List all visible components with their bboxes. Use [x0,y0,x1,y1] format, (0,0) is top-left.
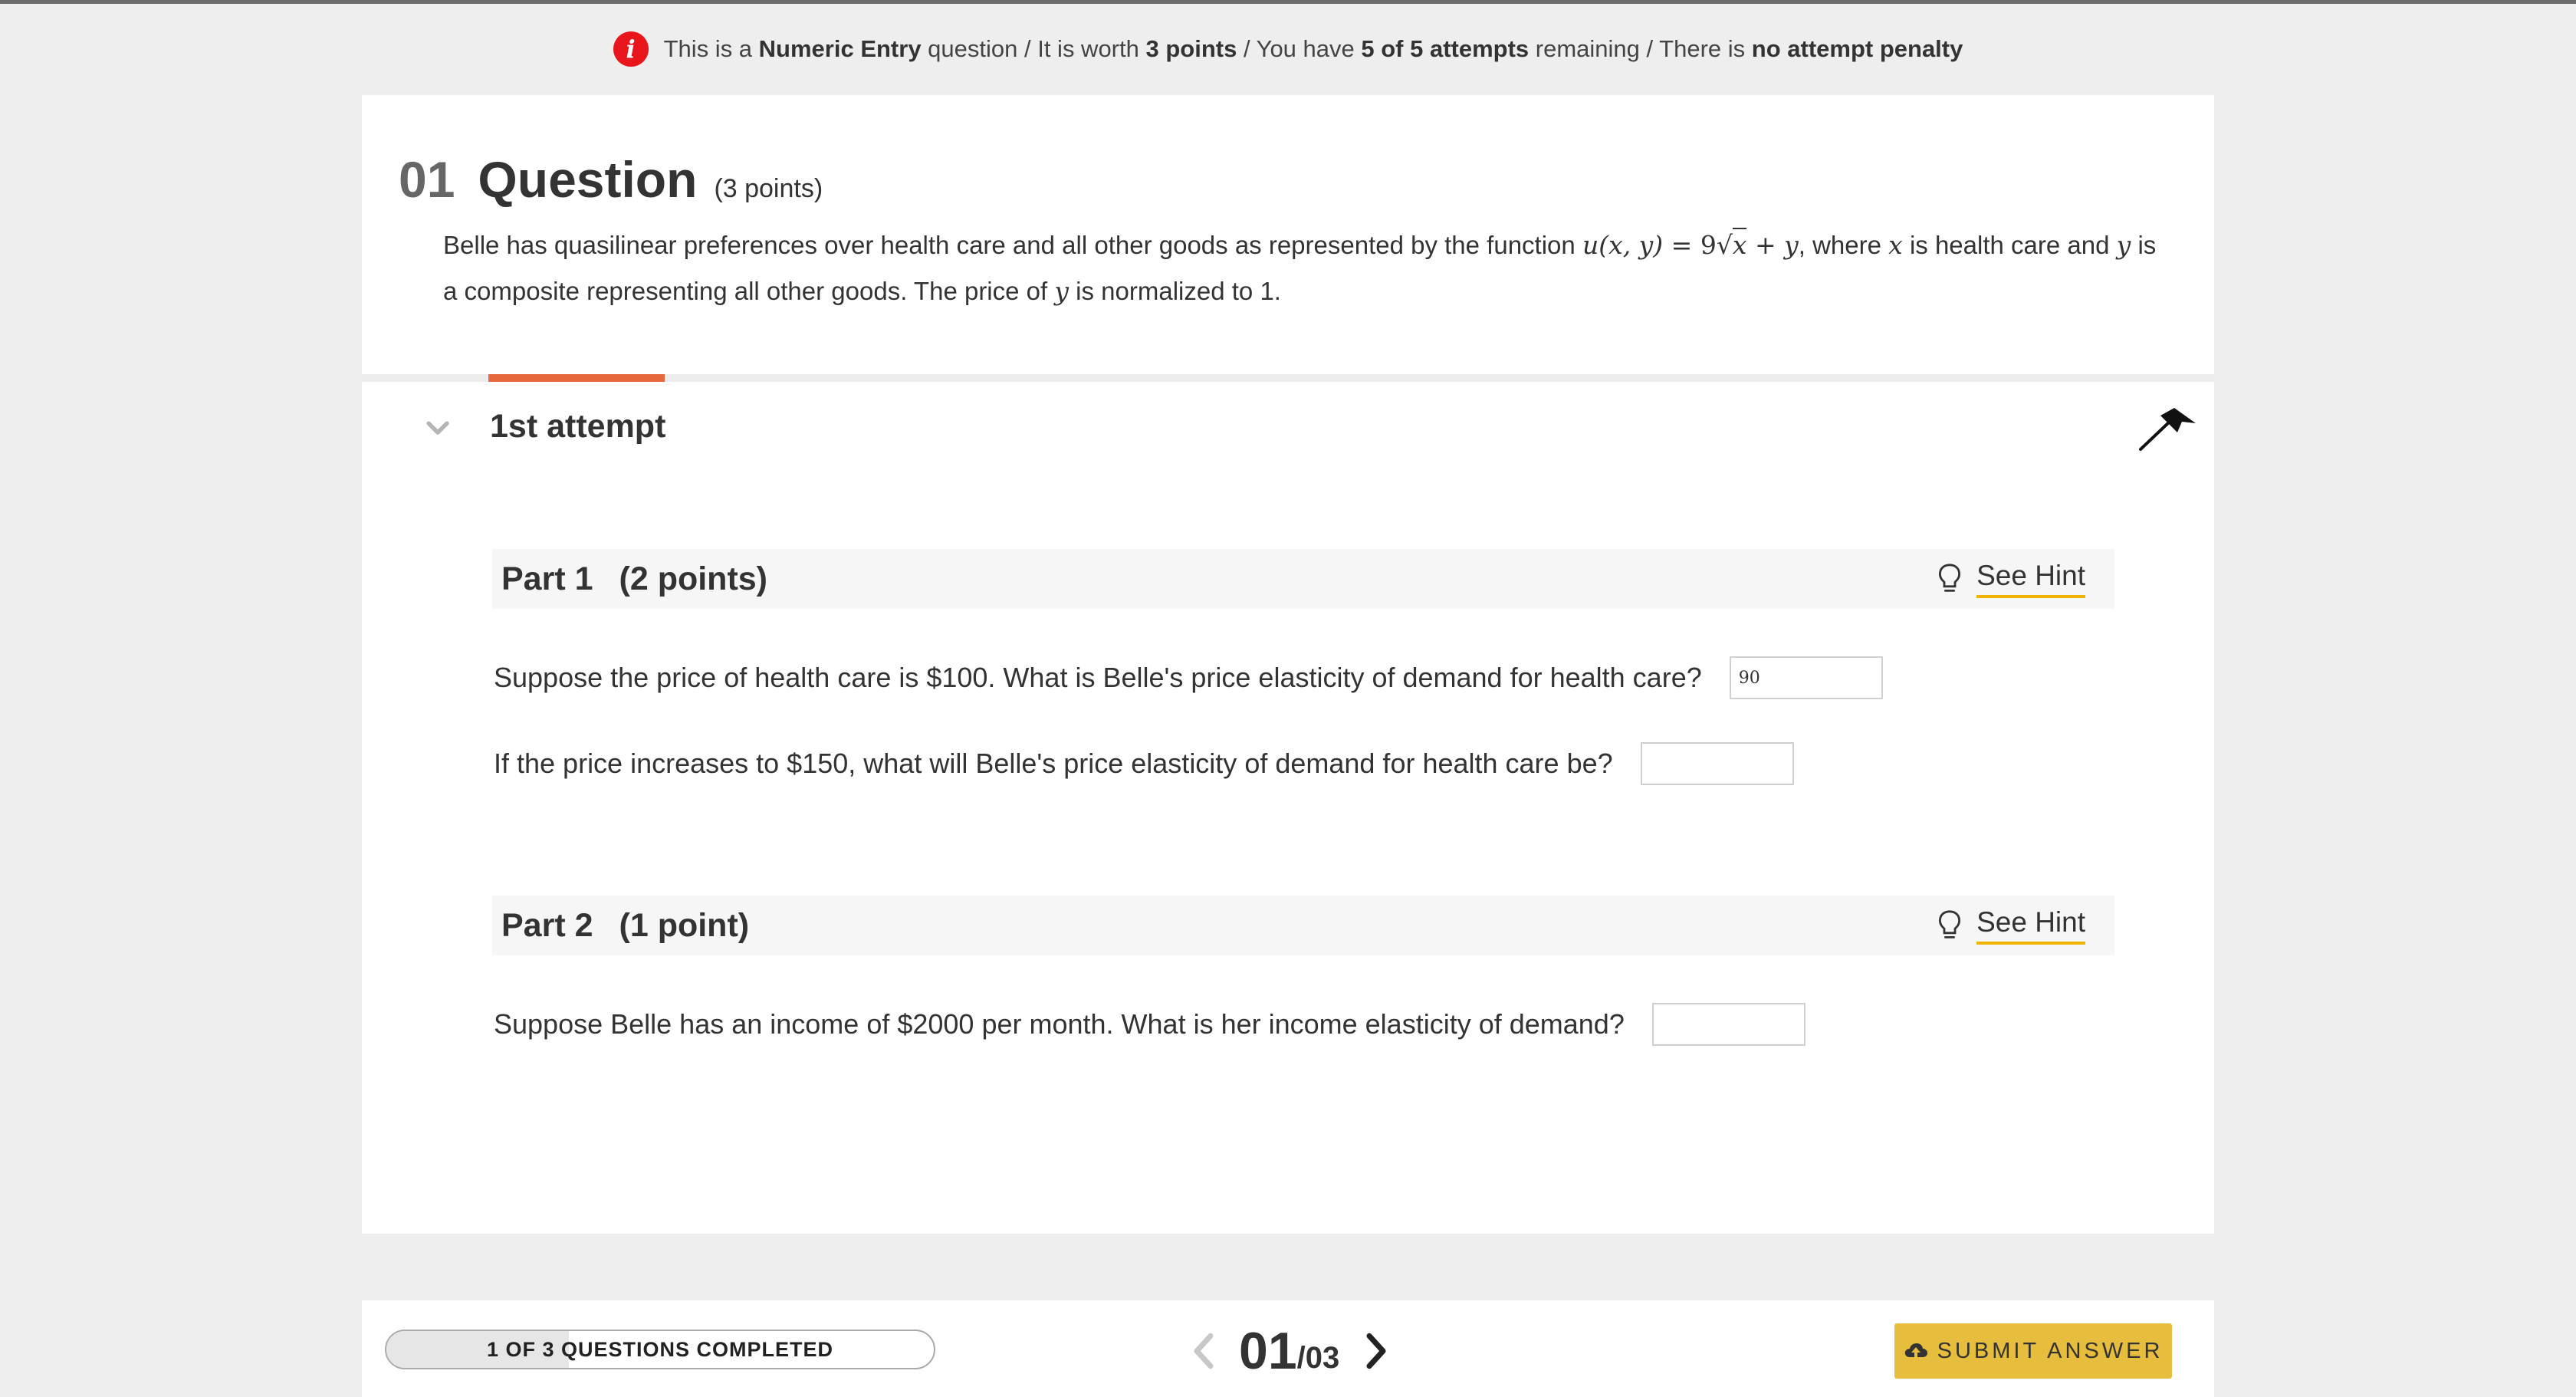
part-2-question-1 [494,1003,1806,1046]
question-footer [362,1300,2214,1397]
utility-formula: u(x, y) = 9√x + y [1582,228,1799,260]
progress-bar [385,1330,935,1369]
see-hint-link[interactable]: See Hint [1976,560,2085,598]
question-text: Suppose the price of health care is $100. What is Belle's price elasticity of demand for health care? [494,662,1702,693]
info-icon: i [613,31,649,67]
question-points: (3 points) [714,174,823,203]
chevron-right-icon[interactable] [1362,1332,1390,1370]
answer-input-3[interactable] [1652,1003,1806,1046]
lightbulb-icon [1937,563,1963,595]
attempt-tab-indicator [488,374,665,382]
lightbulb-icon [1937,909,1963,942]
submit-answer-button[interactable] [1894,1323,2172,1379]
part-1-points: (2 points) [619,560,767,597]
part-1-question-1 [494,656,1883,699]
part-1-see-hint[interactable] [1937,560,2085,598]
page-total: /03 [1296,1340,1340,1375]
answer-input-1[interactable] [1730,656,1883,699]
top-border [0,0,2576,4]
question-header [399,150,823,209]
part-1-title: Part 1 [501,560,593,597]
question-number: 01 [399,151,455,208]
part-2-see-hint[interactable] [1937,906,2085,945]
part-2-header [492,896,2114,955]
part-2-title: Part 2 [501,906,593,944]
banner-text: This is a Numeric Entry question / It is worth 3 points / You have 5 of 5 attempts remaining / There is no attempt penalty [663,35,1963,62]
chevron-left-icon[interactable] [1190,1332,1217,1370]
submit-label: SUBMIT ANSWER [1937,1338,2164,1363]
question-pager [1190,1322,1390,1380]
chevron-down-icon[interactable] [425,416,451,442]
part-1-question-2 [494,742,1794,785]
attempt-label[interactable]: 1st attempt [490,408,666,445]
question-text: Suppose Belle has an income of $2000 per month. What is her income elasticity of demand? [494,1008,1625,1040]
question-title: Question [478,151,698,208]
answer-input-2[interactable] [1641,742,1794,785]
see-hint-link[interactable]: See Hint [1976,906,2085,945]
part-1-header [492,549,2114,609]
question-info-banner [0,28,2576,71]
question-card [362,95,2214,1234]
question-stem: Belle has quasilinear preferences over health care and all other goods as represented by the function u(x, y) = 9√x + y, where x is health care and y is a composite representing all other goods. The price of y is normalized to 1. [443,222,2160,314]
cloud-upload-icon [1904,1340,1928,1362]
question-text: If the price increases to $150, what will Belle's price elasticity of demand for health care be? [494,748,1613,779]
progress-label: 1 OF 3 QUESTIONS COMPLETED [486,1337,834,1361]
share-arrow-icon[interactable] [2137,405,2199,454]
part-2-points: (1 point) [619,906,750,944]
page-current: 01 [1239,1322,1297,1380]
